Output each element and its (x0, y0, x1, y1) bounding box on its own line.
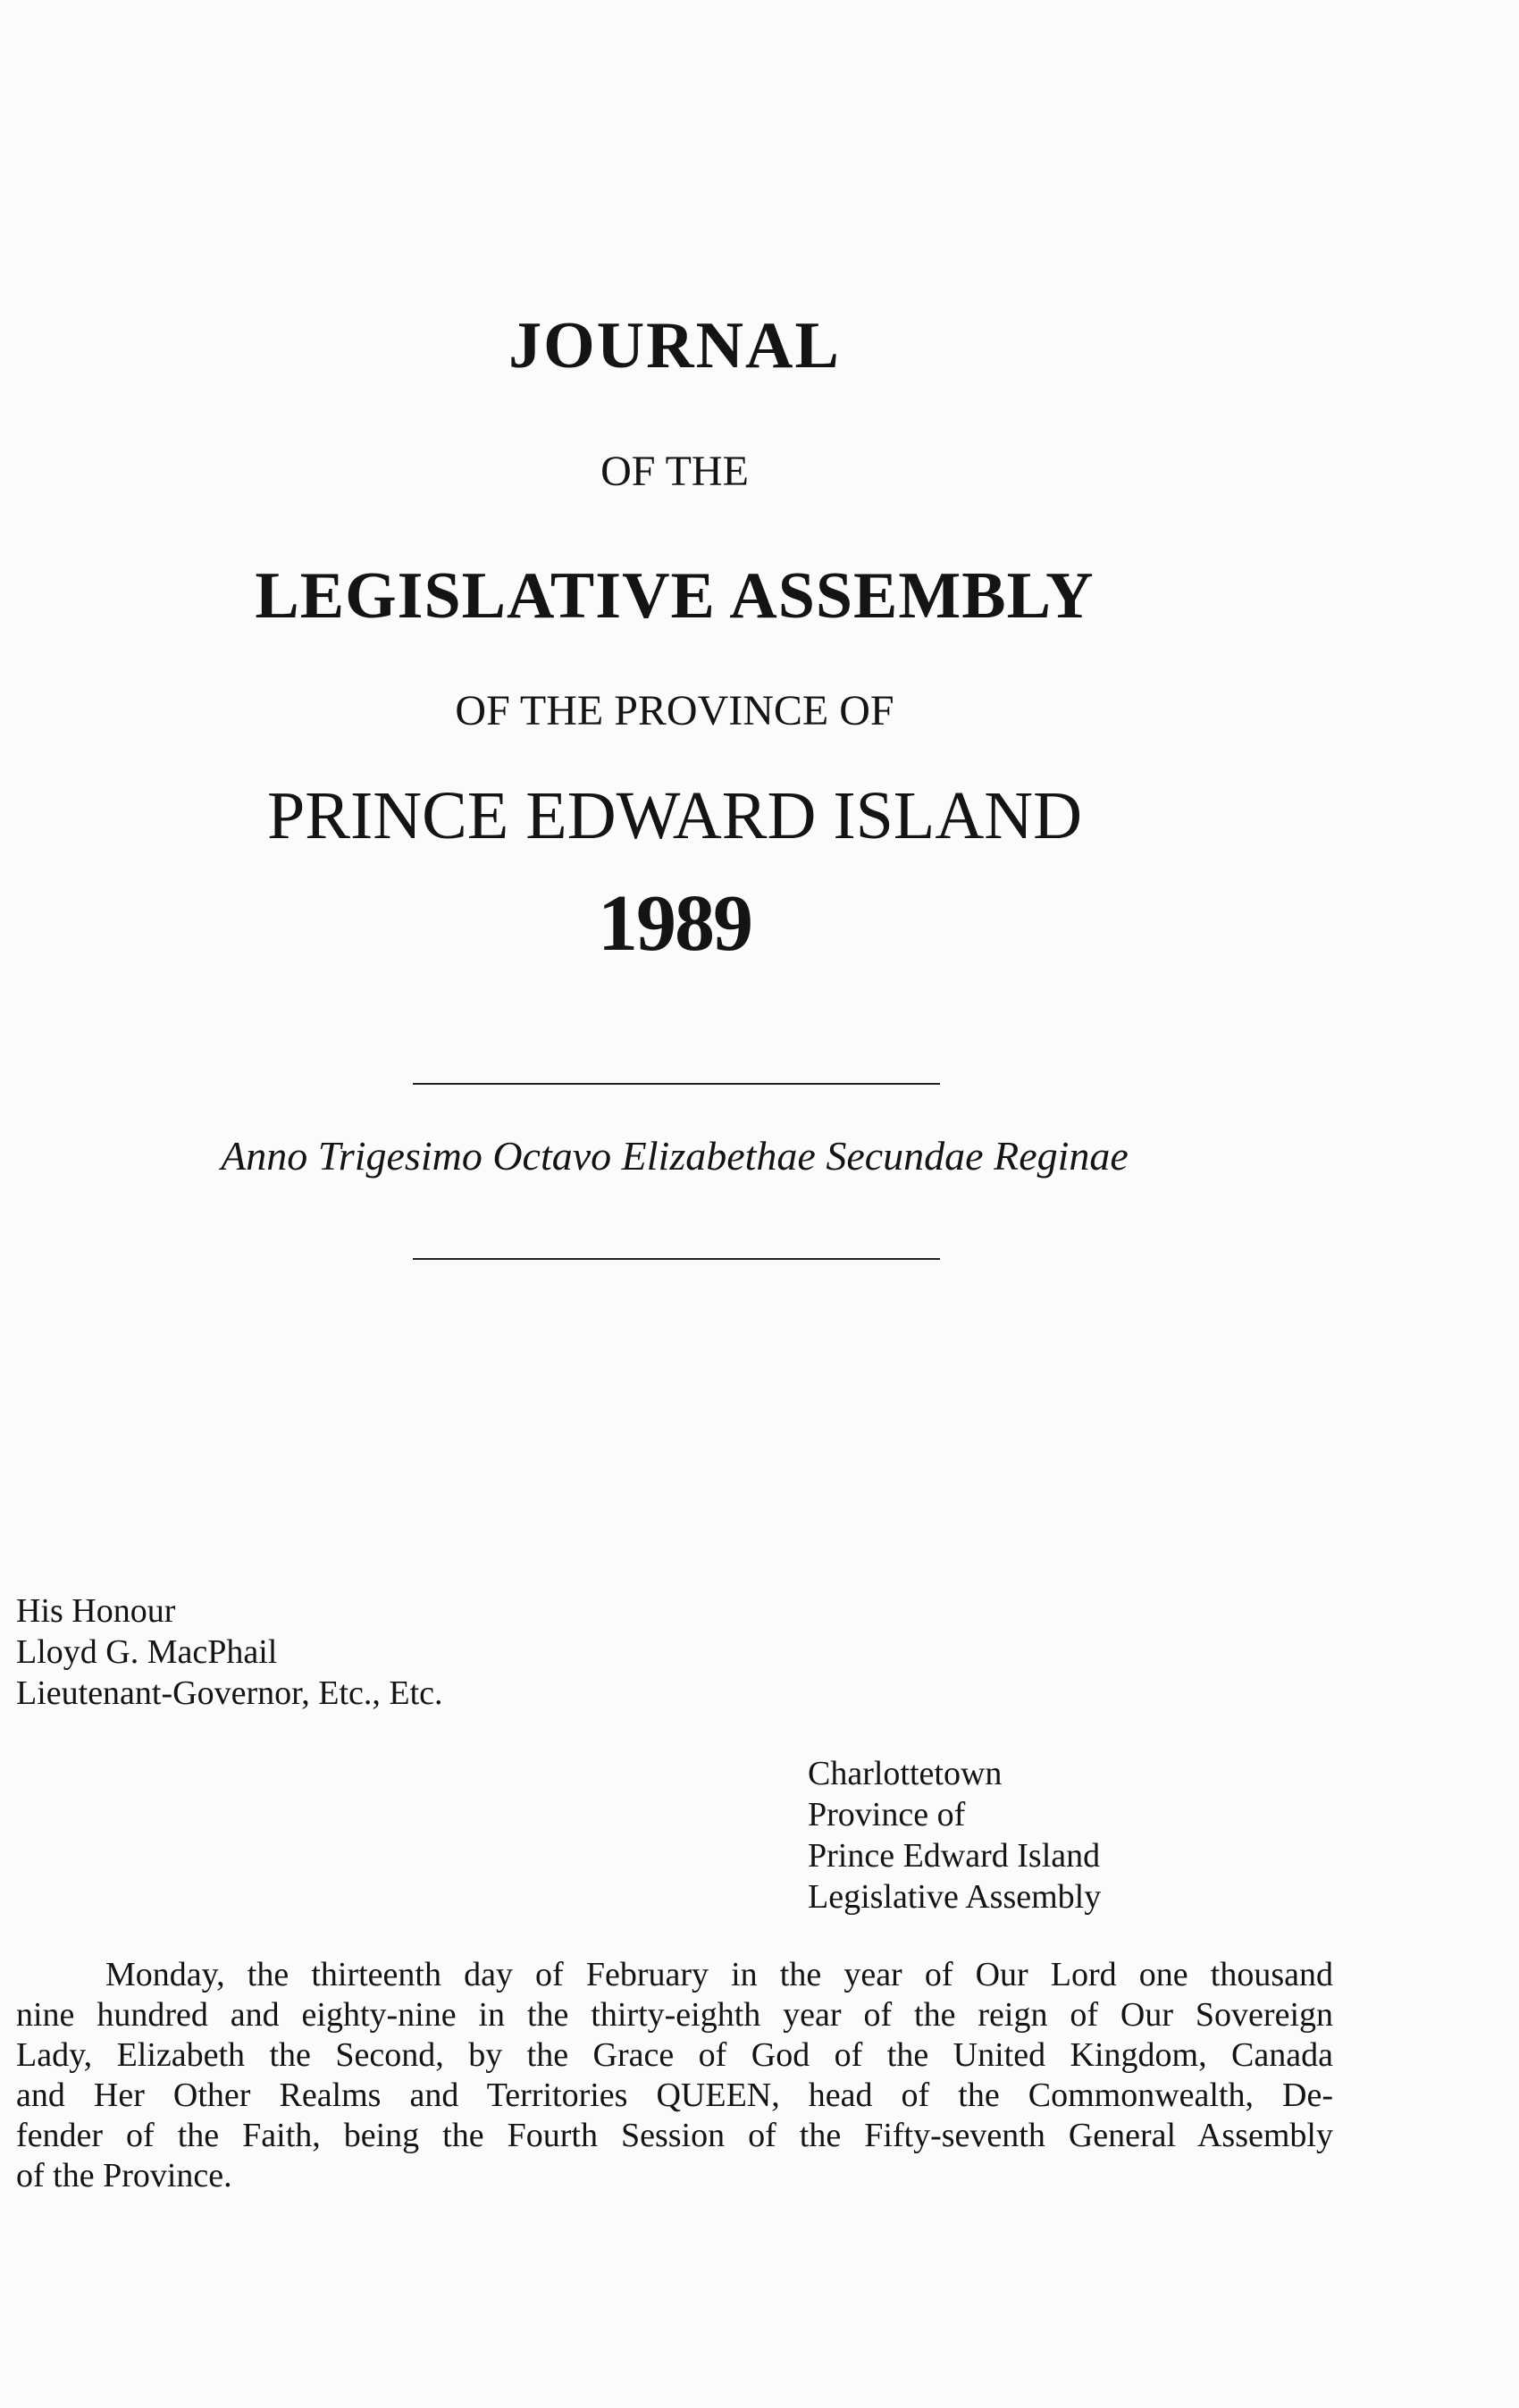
addressee-line: Lieutenant-Governor, Etc., Etc. (16, 1674, 443, 1712)
title-journal: JOURNAL (508, 309, 841, 382)
location-line: Legislative Assembly (808, 1878, 1102, 1916)
paragraph-line: Monday, the thirteenth day of February in the year of Our Lord one thousand (105, 1956, 1333, 1993)
addressee-block (16, 1590, 443, 1714)
paragraph-line: fender of the Faith, being the Fourth Session of the Fifty-seventh General Assembly (16, 2117, 1333, 2154)
addressee-line: His Honour (16, 1592, 176, 1630)
paragraph-line: of the Province. (16, 2157, 232, 2194)
paragraph-line: nine hundred and eighty-nine in the thirty-eighth year of the reign of Our Sovereign (16, 1996, 1333, 2034)
opening-paragraph (16, 1955, 1333, 2196)
title-year: 1989 (598, 879, 751, 968)
location-line: Province of (808, 1796, 966, 1833)
location-line: Prince Edward Island (808, 1837, 1101, 1875)
title-prince-edward-island: PRINCE EDWARD ISLAND (267, 778, 1082, 853)
title-legislative-assembly: LEGISLATIVE ASSEMBLY (255, 559, 1095, 633)
latin-dedication: Anno Trigesimo Octavo Elizabethae Secundae Reginae (221, 1133, 1129, 1179)
divider-rule-bottom (413, 1258, 940, 1260)
paragraph-line: and Her Other Realms and Territories QUEEN, head of the Commonwealth, De- (16, 2077, 1333, 2114)
location-block (808, 1753, 1101, 1917)
addressee-line: Lloyd G. MacPhail (16, 1633, 278, 1671)
title-of-the: OF THE (600, 448, 749, 495)
divider-rule-top (413, 1083, 940, 1085)
title-of-the-province-of: OF THE PROVINCE OF (455, 687, 894, 734)
paragraph-line: Lady, Elizabeth the Second, by the Grace of God of the United Kingdom, Canada (16, 2036, 1333, 2074)
location-line: Charlottetown (808, 1755, 1003, 1792)
